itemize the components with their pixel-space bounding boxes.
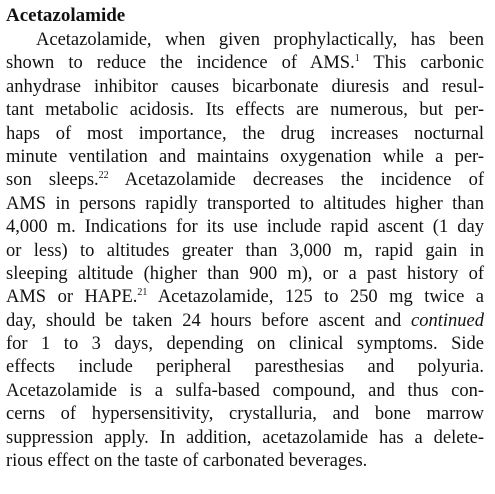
line-text: tant metabolic acidosis. Its effects are numerous, but per- [6, 100, 484, 121]
paragraph-line [6, 216, 484, 239]
citation-superscript: 22 [98, 170, 109, 182]
line-text: AMS in persons rapidly transported to altitudes higher than [6, 193, 484, 214]
italic-word: continued [411, 310, 484, 331]
paragraph-line [6, 240, 484, 263]
line-text: suppression apply. In addition, acetazolamide has a delete- [6, 427, 484, 448]
paragraph-line [6, 427, 484, 450]
paragraph-line [6, 76, 484, 99]
citation-superscript: 21 [137, 287, 148, 299]
paragraph-line [6, 356, 484, 379]
paragraph-line [6, 286, 484, 309]
section-heading: Acetazolamide [6, 5, 126, 26]
paragraph-line [6, 450, 484, 473]
citation-superscript: 1 [354, 53, 360, 65]
line-text-tail: This carbonic [359, 53, 484, 74]
body-paragraph [6, 29, 484, 473]
paragraph-line [6, 380, 484, 403]
paragraph-line [6, 123, 484, 146]
paragraph-line [6, 52, 484, 75]
line-text: effects include peripheral paresthesias and polyuria. [6, 357, 484, 378]
paragraph-line [6, 310, 484, 333]
paragraph-line [6, 99, 484, 122]
paragraph-line [6, 146, 484, 169]
paragraph-line [6, 333, 484, 356]
line-text: day, should be taken 24 hours before ascent and [6, 310, 412, 331]
line-text: shown to reduce the incidence of AMS. [6, 53, 355, 74]
line-text: for 1 to 3 days, depending on clinical symptoms. Side [6, 334, 484, 355]
paragraph-line [6, 29, 484, 52]
line-text: cerns of hypersensitivity, crystalluria, and bone marrow [6, 404, 484, 425]
line-text-tail: Acetazolamide decreases the incidence of [108, 170, 484, 191]
line-text: sleeping altitude (higher than 900 m), or a past history of [6, 263, 484, 284]
line-text: AMS or HAPE. [6, 287, 138, 308]
line-text: Acetazolamide, when given prophylactically, has been [36, 30, 484, 50]
paragraph-line [6, 403, 484, 426]
line-text: son sleeps. [6, 170, 99, 191]
line-text: anhydrase inhibitor causes bicarbonate diuresis and resul- [6, 76, 484, 97]
paragraph-line [6, 263, 484, 286]
line-text-tail: Acetazolamide, 125 to 250 mg twice a [147, 287, 484, 308]
line-text: haps of most importance, the drug increases nocturnal [6, 123, 484, 144]
paragraph-line [6, 193, 484, 216]
line-text: or less) to altitudes greater than 3,000 m, rapid gain in [6, 240, 484, 261]
line-text: rious effect on the taste of carbonated beverages. [6, 451, 368, 472]
line-text: Acetazolamide is a sulfa-based compound, and thus con- [6, 380, 484, 401]
line-text: minute ventilation and maintains oxygenation while a per- [6, 146, 484, 167]
paragraph-line [6, 169, 484, 192]
line-text: 4,000 m. Indications for its use include rapid ascent (1 day [6, 217, 484, 238]
